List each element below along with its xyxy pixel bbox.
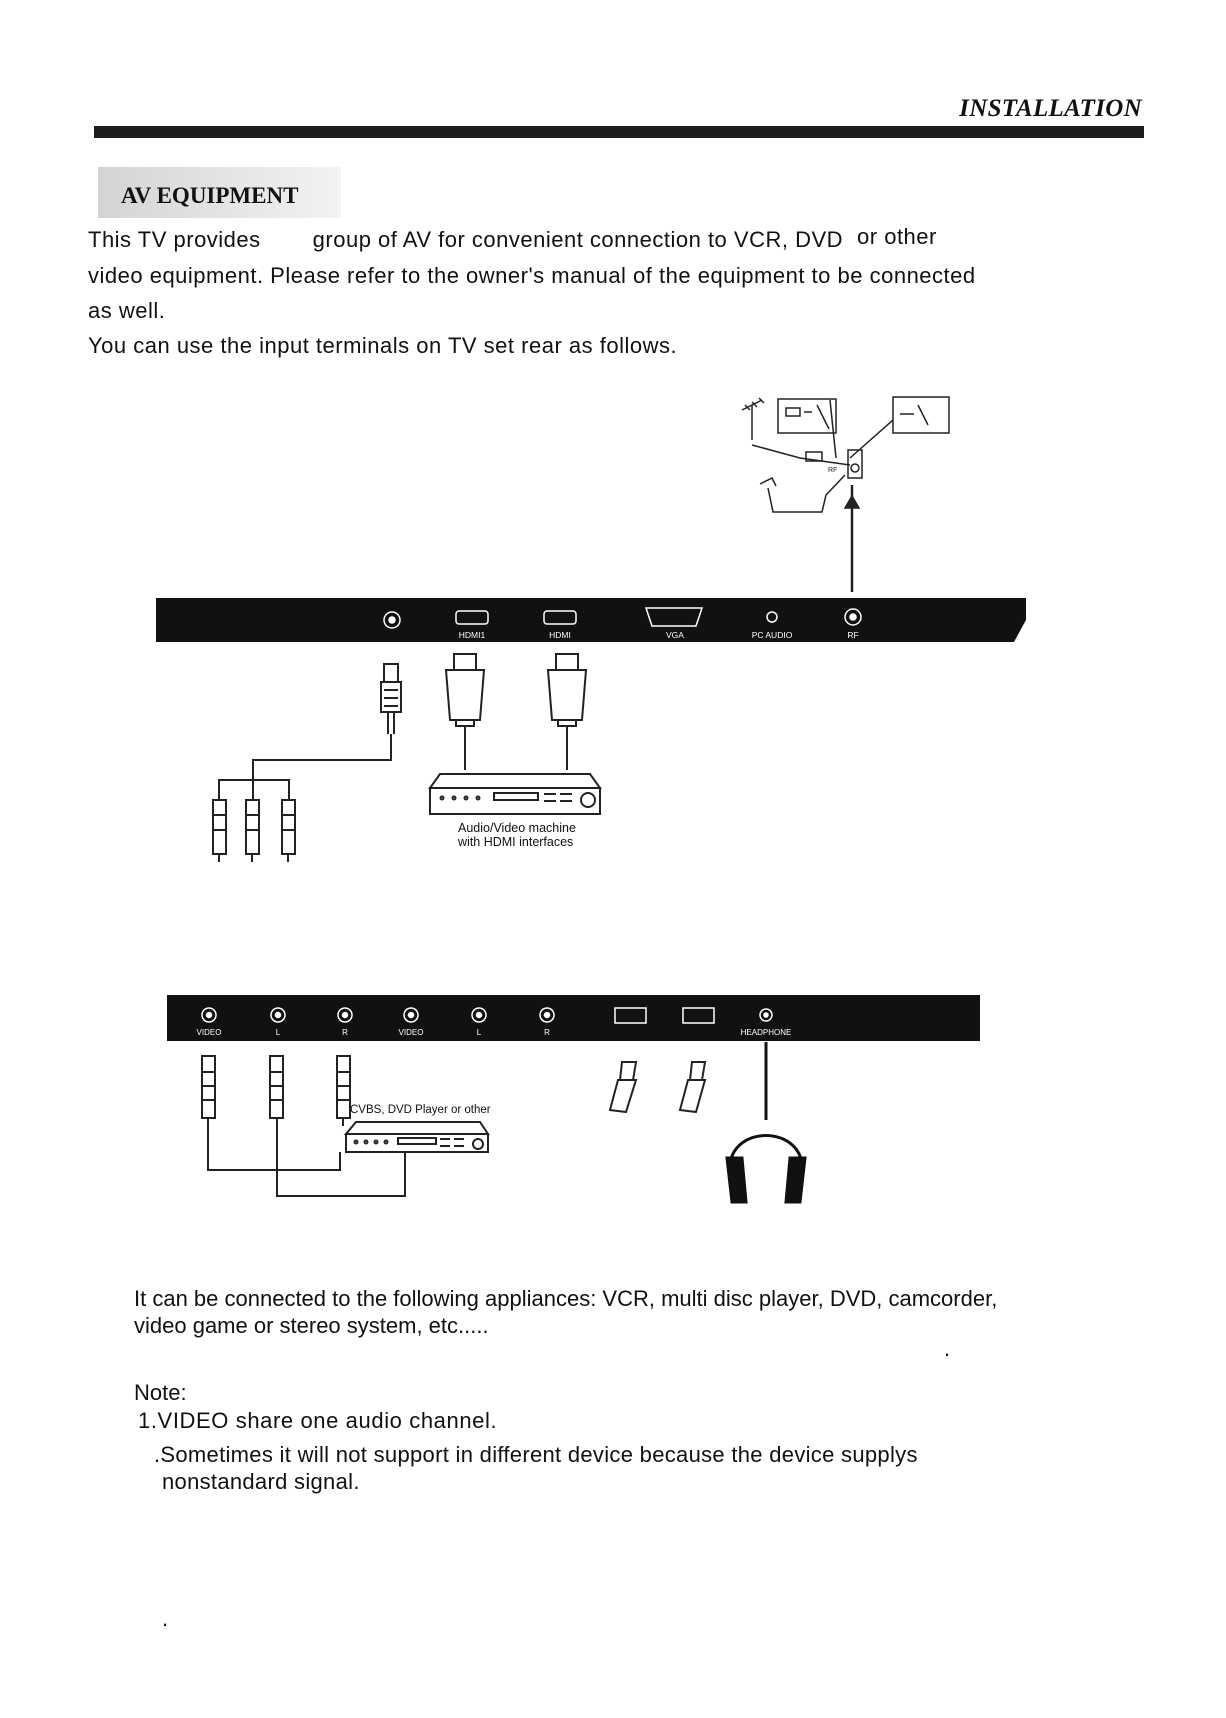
panel-label-r-2: R [544, 1028, 550, 1037]
bottom-connection-diagram [0, 980, 1226, 1220]
panel-label-r-1: R [342, 1028, 348, 1037]
cvbs-device-caption: CVBS, DVD Player or other [350, 1104, 491, 1116]
panel-label-video-2: VIDEO [398, 1028, 424, 1037]
cvbs-dvd-device [346, 1122, 488, 1152]
panel-label-video-1: VIDEO [196, 1028, 222, 1037]
panel-label-rf: RF [847, 630, 859, 640]
intro-line-3: as well. [88, 298, 166, 323]
intro-line-2: video equipment. Please refer to the owner's manual of the equipment to be connected [88, 263, 976, 288]
antenna-inset [742, 397, 949, 592]
note-item-1: 1.VIDEO share one audio channel. [138, 1408, 498, 1433]
section-heading: AV EQUIPMENT [121, 183, 299, 208]
stray-dot-1: . [944, 1336, 951, 1361]
appliances-line-1: It can be connected to the following appliances: VCR, multi disc player, DVD, camcorder, [134, 1286, 998, 1311]
headphones-icon [727, 1042, 805, 1202]
panel-label-vga: VGA [666, 630, 684, 640]
panel-label-headphone: HEADPHONE [740, 1028, 792, 1037]
tv-rear-panel-top [156, 598, 1026, 642]
page-header-title: INSTALLATION [959, 95, 1142, 122]
note-item-2a: .Sometimes it will not support in different device because the device supplys [154, 1442, 918, 1467]
intro-line-1 [88, 224, 937, 253]
panel-label-pc-audio: PC AUDIO [751, 630, 793, 640]
antenna-rf-label: RF [828, 467, 838, 474]
av-cable [213, 664, 401, 862]
hdmi-device-caption-1: Audio/Video machine [458, 821, 576, 835]
panel-label-l-1: L [275, 1028, 281, 1037]
intro-line-4: You can use the input terminals on TV set rear as follows. [88, 333, 678, 358]
usb-sticks [610, 1062, 705, 1112]
panel-label-hdmi2: HDMI [549, 630, 571, 640]
intro-line-1c: or other [857, 224, 937, 249]
hdmi-cables [446, 654, 586, 770]
appliances-line-2: video game or stereo system, etc..... [134, 1313, 489, 1338]
stray-dot-2: . [162, 1606, 169, 1631]
hdmi-device-caption-2: with HDMI interfaces [458, 835, 574, 849]
note-label: Note: [134, 1380, 187, 1405]
top-connection-diagram [0, 380, 1226, 880]
tv-side-panel [167, 995, 980, 1041]
note-item-2b: nonstandard signal. [162, 1469, 360, 1494]
intro-line-1b: group of AV for convenient connection to VCR, DVD [312, 227, 844, 252]
intro-line-1a: This TV provides [88, 227, 261, 252]
hdmi-av-device [430, 774, 600, 814]
rca-cables [202, 1056, 405, 1196]
panel-label-hdmi1: HDMI1 [458, 630, 486, 640]
panel-label-l-2: L [476, 1028, 482, 1037]
header-divider [94, 126, 1144, 138]
